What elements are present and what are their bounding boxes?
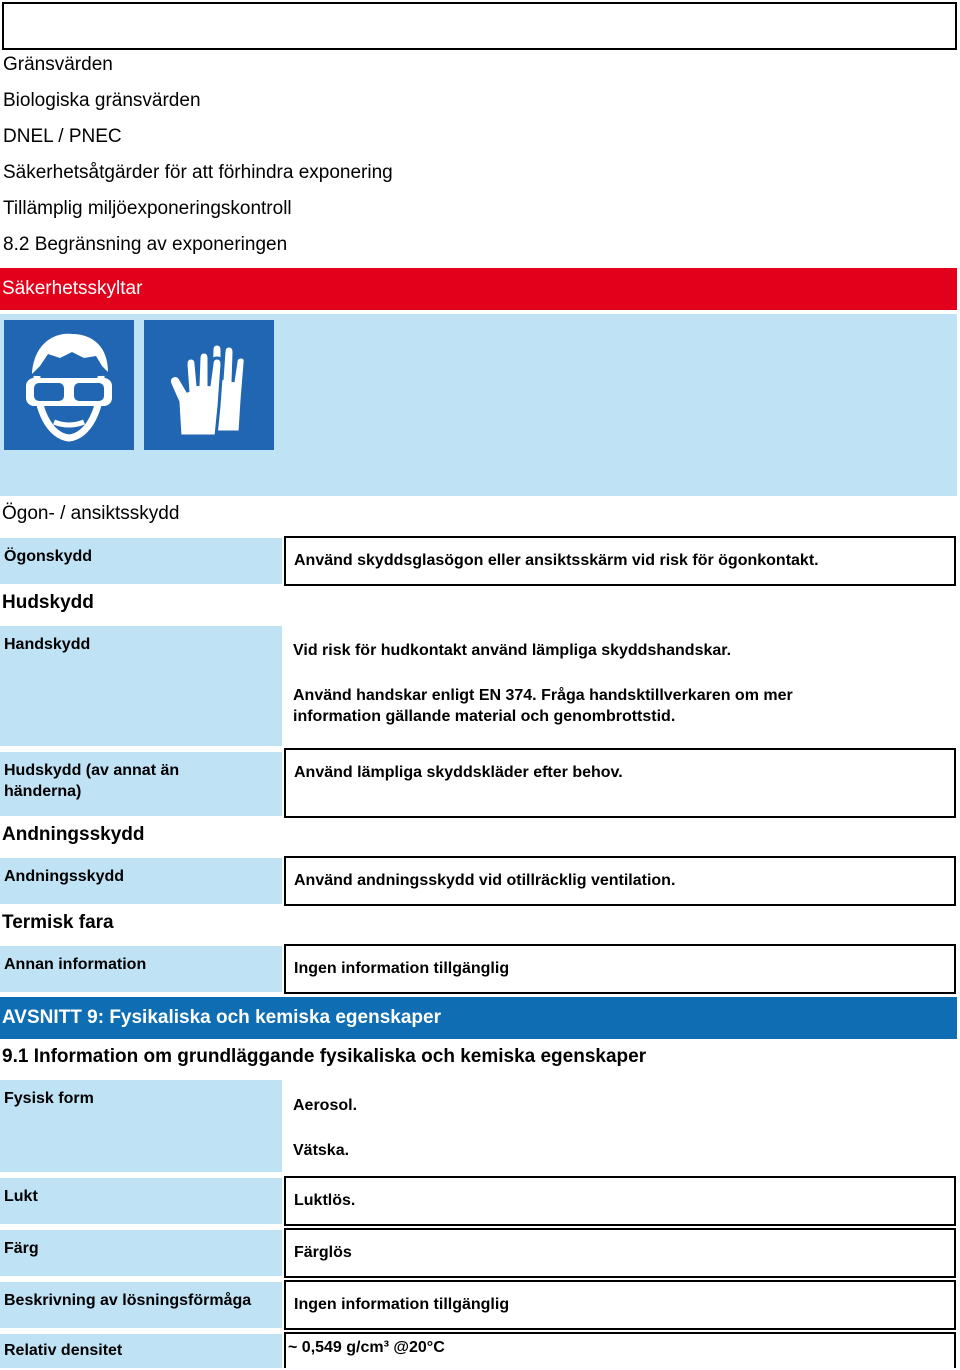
odor-value: Luktlös.	[284, 1176, 956, 1226]
thermal-hazard-heading: Termisk fara	[2, 912, 114, 933]
bio-limit-values-heading: Biologiska gränsvärden	[3, 90, 201, 111]
limit-values-heading: Gränsvärden	[3, 54, 113, 75]
hand-protection-value-2a: Använd handskar enligt EN 374. Fråga handsktillverkaren om mer	[293, 687, 793, 704]
dnel-pnec-heading: DNEL / PNEC	[3, 126, 122, 147]
physical-form-value-2: Vätska.	[293, 1142, 350, 1159]
goggles-face-icon	[4, 320, 134, 450]
eye-protection-value: Använd skyddsglasögon eller ansiktsskärm vid risk för ögonkontakt.	[284, 536, 956, 586]
odor-label: Lukt	[0, 1178, 282, 1224]
color-value: Färglös	[284, 1228, 956, 1278]
respiratory-value: Använd andningsskydd vid otillräcklig ventilation.	[284, 856, 956, 906]
relative-density-value: ~ 0,549 g/cm³ @20°C	[284, 1332, 956, 1368]
body-protection-value: Använd lämpliga skyddskläder efter behov.	[284, 748, 956, 818]
other-info-value: Ingen information tillgänglig	[284, 944, 956, 994]
respiratory-heading: Andningsskydd	[2, 824, 145, 845]
eye-protection-label: Ögonskydd	[0, 538, 282, 584]
color-label: Färg	[0, 1230, 282, 1276]
body-protection-label: Hudskydd (av annat än händerna)	[0, 752, 282, 816]
physical-form-value-1: Aerosol.	[293, 1097, 358, 1114]
env-exposure-heading: Tillämplig miljöexponeringskontroll	[3, 198, 292, 219]
exposure-limitation-heading: 8.2 Begränsning av exponeringen	[3, 234, 288, 255]
safety-signs-panel	[0, 314, 957, 496]
hand-protection-value-2b: information gällande material och genombrottstid.	[293, 708, 676, 725]
section-9-bar: AVSNITT 9: Fysikaliska och kemiska egenskaper	[0, 997, 957, 1039]
hand-protection-label: Handskydd	[0, 626, 282, 746]
physical-form-label: Fysisk form	[0, 1080, 282, 1172]
header-box	[2, 2, 957, 50]
skin-protection-heading: Hudskydd	[2, 592, 94, 613]
gloves-icon	[144, 320, 274, 450]
respiratory-label: Andningsskydd	[0, 858, 282, 904]
relative-density-label: Relativ densitet	[0, 1334, 282, 1368]
section-9-1-heading: 9.1 Information om grundläggande fysikaliska och kemiska egenskaper	[2, 1046, 647, 1067]
solubility-value: Ingen information tillgänglig	[284, 1280, 956, 1330]
eye-face-protection-heading: Ögon- / ansiktsskydd	[2, 503, 180, 524]
other-info-label: Annan information	[0, 946, 282, 992]
hand-protection-value-1: Vid risk för hudkontakt använd lämpliga skyddshandskar.	[293, 642, 732, 659]
safety-measures-heading: Säkerhetsåtgärder för att förhindra exponering	[3, 162, 393, 183]
safety-signs-bar: Säkerhetsskyltar	[0, 268, 957, 310]
solubility-label: Beskrivning av lösningsförmåga	[0, 1282, 282, 1328]
